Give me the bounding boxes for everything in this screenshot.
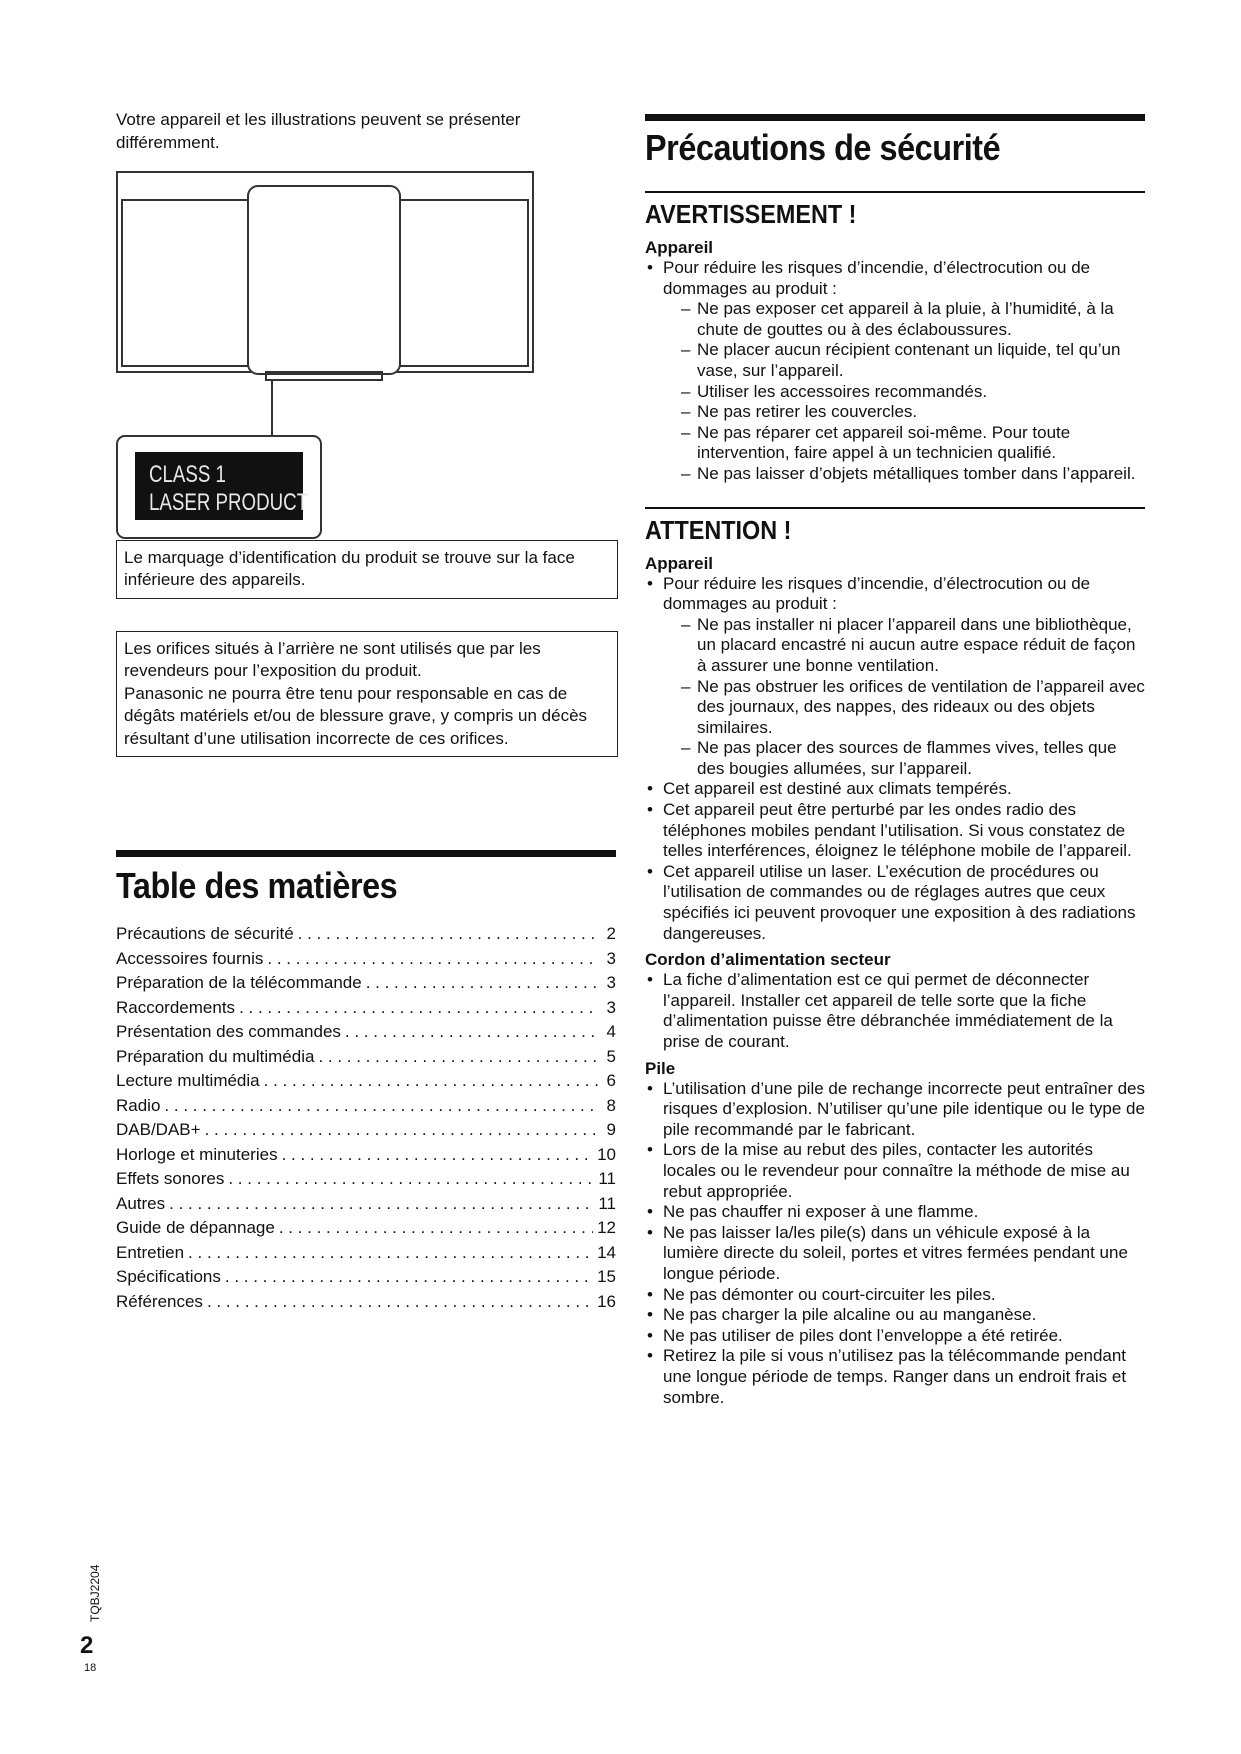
warning-dash-list <box>663 299 1145 484</box>
warning-dash-item: – Ne pas laisser d’objets métalliques tomber dans l’appareil. <box>673 464 1145 485</box>
toc-entry-label: Préparation de la télécommande <box>116 973 362 992</box>
intro-text: Votre appareil et les illustrations peuvent se présenter différemment. <box>116 110 521 152</box>
toc-entry-label: Effets sonores <box>116 1169 225 1188</box>
warning-dash-item: – Ne pas retirer les couvercles. <box>673 402 1145 423</box>
caution-heading: ATTENTION ! <box>645 514 792 545</box>
toc-entry-page: 14 <box>597 1242 616 1262</box>
toc-entry-label: Accessoires fournis <box>116 948 264 968</box>
caution-bullet-1-text: Pour réduire les risques d’incendie, d’électrocution ou de dommages au produit : <box>663 573 1091 614</box>
toc-entry-page: 3 <box>606 997 616 1017</box>
toc-leader-dots <box>188 1243 593 1263</box>
toc-leader-dots <box>318 1047 598 1067</box>
toc-entry-page: 5 <box>606 1046 616 1066</box>
toc-entry-label: Autres <box>116 1193 166 1213</box>
warning-rule <box>645 191 1145 193</box>
toc-rule <box>116 850 616 857</box>
toc-entry-page: 11 <box>598 1169 616 1188</box>
left-column <box>116 108 616 1311</box>
warning-heading: AVERTISSEMENT ! <box>645 199 857 229</box>
warning-list <box>645 258 1145 485</box>
toc-entry-label: Précautions de sécurité <box>116 924 294 943</box>
toc-entry <box>116 1292 616 1317</box>
page-sub-number: 18 <box>84 1662 97 1674</box>
toc-entry <box>116 1120 616 1145</box>
toc-header <box>116 850 616 907</box>
caution-dash-item: – Ne pas obstruer les orifices de ventilation de l’appareil avec des journaux, des nappes, des rideaux ou des objets similaires. <box>673 677 1145 739</box>
laser-label-line1: CLASS 1 <box>149 460 226 488</box>
warning-bullet-text: Pour réduire les risques d’incendie, d’électrocution ou de dommages au produit : <box>663 258 1091 298</box>
battery-bullet-item: • Ne pas démonter ou court-circuiter les piles. <box>645 1285 1145 1306</box>
safety-title: Précautions de sécurité <box>645 127 1001 168</box>
toc-entry <box>116 1096 616 1121</box>
toc-entry <box>116 924 616 949</box>
toc-entry <box>116 1071 616 1096</box>
warning-bullet <box>645 258 1145 485</box>
battery-bullet-item: • Ne pas laisser la/les pile(s) dans un véhicule exposé à la lumière directe du soleil, portes et vitres fermées pendant une longue période. <box>645 1223 1145 1285</box>
caution-sub: Appareil <box>645 553 714 573</box>
right-column <box>645 114 1145 1408</box>
liability-text: Panasonic ne pourra être tenu pour responsable en cas de dégâts matériels et/ou de blessure grave, y compris un décès résultant d’une utilisation incorrecte de ces orifices. <box>124 683 588 748</box>
toc-entry-label: Préparation du multimédia <box>116 1046 315 1066</box>
toc-entry-page: 15 <box>597 1267 616 1286</box>
rear-holes-text: Les orifices situés à l’arrière ne sont utilisés que par les revendeurs pour l’exposition du produit. <box>124 639 541 681</box>
toc-entry-label: Raccordements <box>116 997 236 1017</box>
toc-leader-dots <box>264 1071 598 1091</box>
toc-entry-page: 3 <box>606 973 616 992</box>
toc-leader-dots <box>298 924 598 944</box>
caution-bullet-item: • Cet appareil utilise un laser. L’exécution de procédures ou l’utilisation de commandes ou de réglages autres que ceux spécifiés ici peuvent provoquer une exposition à des radiations dangereuses. <box>645 862 1145 944</box>
warning-dash-item: – Ne placer aucun récipient contenant un liquide, tel qu’un vase, sur l’appareil. <box>673 340 1145 381</box>
battery-bullet-item: • Ne pas utiliser de piles dont l’enveloppe a été retirée. <box>645 1326 1145 1347</box>
caution-bullet-item: • Cet appareil est destiné aux climats tempérés. <box>645 779 1145 800</box>
power-cord-bullet: • La fiche d’alimentation est ce qui permet de déconnecter l’appareil. Installer cet appareil de telle sorte que la fiche d’alimentation puisse être débranchée immédiatement de la prise de courant. <box>645 970 1145 1052</box>
caution-list <box>645 574 1145 945</box>
battery-list <box>645 1079 1145 1409</box>
doc-code: TQBJ2204 <box>88 1564 102 1622</box>
toc-entry-label: Spécifications <box>116 1267 221 1286</box>
battery-bullet-item: • Ne pas charger la pile alcaline ou au manganèse. <box>645 1305 1145 1326</box>
laser-label-line2: LASER PRODUCT <box>149 488 309 516</box>
warning-dash-item: – Ne pas réparer cet appareil soi-même. Pour toute intervention, faire appel à un technicien qualifié. <box>673 423 1145 464</box>
toc-leader-dots <box>225 1267 593 1287</box>
toc-entry <box>116 1194 616 1219</box>
caution-bullet-1 <box>645 574 1145 780</box>
toc-leader-dots <box>282 1145 594 1165</box>
product-id-text: Le marquage d’identification du produit se trouve sur la face inférieure des appareils. <box>124 548 575 590</box>
toc-leader-dots <box>164 1096 598 1116</box>
toc-leader-dots <box>279 1218 593 1238</box>
toc-entry-page: 2 <box>606 924 616 943</box>
toc-entry-page: 12 <box>597 1218 616 1237</box>
toc-entry <box>116 1145 616 1170</box>
toc-leader-dots <box>205 1120 598 1140</box>
toc-list <box>116 924 616 1316</box>
toc-entry-label: DAB/DAB+ <box>116 1120 201 1139</box>
toc-entry-page: 3 <box>606 948 616 968</box>
power-cord-list <box>645 970 1145 1052</box>
toc-leader-dots <box>207 1292 593 1312</box>
warning-dash-item: – Ne pas exposer cet appareil à la pluie, à l’humidité, à la chute de gouttes ou à des éclaboussures. <box>673 299 1145 340</box>
toc-entry-page: 10 <box>597 1144 616 1164</box>
toc-entry <box>116 949 616 974</box>
toc-leader-dots <box>239 998 598 1018</box>
toc-entry-page: 8 <box>606 1095 616 1115</box>
power-cord-title: Cordon d’alimentation secteur <box>645 950 891 970</box>
battery-bullet-item: • Lors de la mise au rebut des piles, contacter les autorités locales ou le revendeur pour connaître la méthode de mise au rebut appropriée. <box>645 1140 1145 1202</box>
toc-entry <box>116 1267 616 1292</box>
toc-entry <box>116 1022 616 1047</box>
toc-title: Table des matières <box>116 865 398 906</box>
toc-entry-label: Lecture multimédia <box>116 1071 260 1090</box>
toc-entry <box>116 973 616 998</box>
toc-entry-label: Entretien <box>116 1242 185 1262</box>
toc-leader-dots <box>366 973 598 993</box>
toc-entry <box>116 1169 616 1194</box>
warning-dash-item: – Utiliser les accessoires recommandés. <box>673 382 1145 403</box>
toc-leader-dots <box>345 1022 598 1042</box>
battery-bullet-item: • L’utilisation d’une pile de rechange incorrecte peut entraîner des risques d’explosion. N’utiliser qu’une pile identique ou le type de pile recommandé par le fabricant. <box>645 1079 1145 1141</box>
toc-leader-dots <box>228 1169 594 1189</box>
toc-entry-label: Radio <box>116 1095 161 1115</box>
page-number: 2 <box>80 1632 94 1659</box>
toc-entry-page: 4 <box>606 1022 616 1041</box>
safety-rule <box>645 114 1145 121</box>
battery-title: Pile <box>645 1058 676 1078</box>
caution-dash-item: – Ne pas placer des sources de flammes vives, telles que des bougies allumées, sur l’appareil. <box>673 738 1145 779</box>
toc-leader-dots <box>267 949 598 969</box>
toc-entry <box>116 1047 616 1072</box>
product-id-box <box>116 540 618 599</box>
toc-entry-page: 16 <box>597 1291 616 1311</box>
toc-entry-label: Horloge et minuteries <box>116 1144 278 1164</box>
battery-bullet-item: • Retirez la pile si vous n’utilisez pas la télécommande pendant une longue période de temps. Ranger dans un endroit frais et sombre. <box>645 1346 1145 1408</box>
device-cd-lid <box>248 186 400 374</box>
toc-entry <box>116 998 616 1023</box>
rear-holes-box <box>116 631 618 757</box>
toc-entry-page: 11 <box>598 1193 616 1213</box>
caution-bullet-item: • Cet appareil peut être perturbé par les ondes radio des téléphones mobiles pendant l’utilisation. Si vous constatez de telles interférences, éloignez le téléphone mobile de l’appareil. <box>645 800 1145 862</box>
toc-entry-page: 6 <box>606 1071 616 1090</box>
caution-rule <box>645 507 1145 509</box>
toc-entry-label: Présentation des commandes <box>116 1022 341 1041</box>
toc-entry <box>116 1243 616 1268</box>
toc-entry-label: Références <box>116 1291 203 1311</box>
battery-bullet-item: • Ne pas chauffer ni exposer à une flamme. <box>645 1202 1145 1223</box>
caution-dash-item: – Ne pas installer ni placer l’appareil dans une bibliothèque, un placard encastré ni aucun autre espace réduit de façon à assurer une bonne ventilation. <box>673 615 1145 677</box>
toc-entry-page: 9 <box>606 1120 616 1139</box>
toc-entry-label: Guide de dépannage <box>116 1218 275 1237</box>
caution-dash-list <box>663 615 1145 780</box>
toc-entry <box>116 1218 616 1243</box>
toc-leader-dots <box>169 1194 594 1214</box>
warning-sub: Appareil <box>645 238 714 257</box>
